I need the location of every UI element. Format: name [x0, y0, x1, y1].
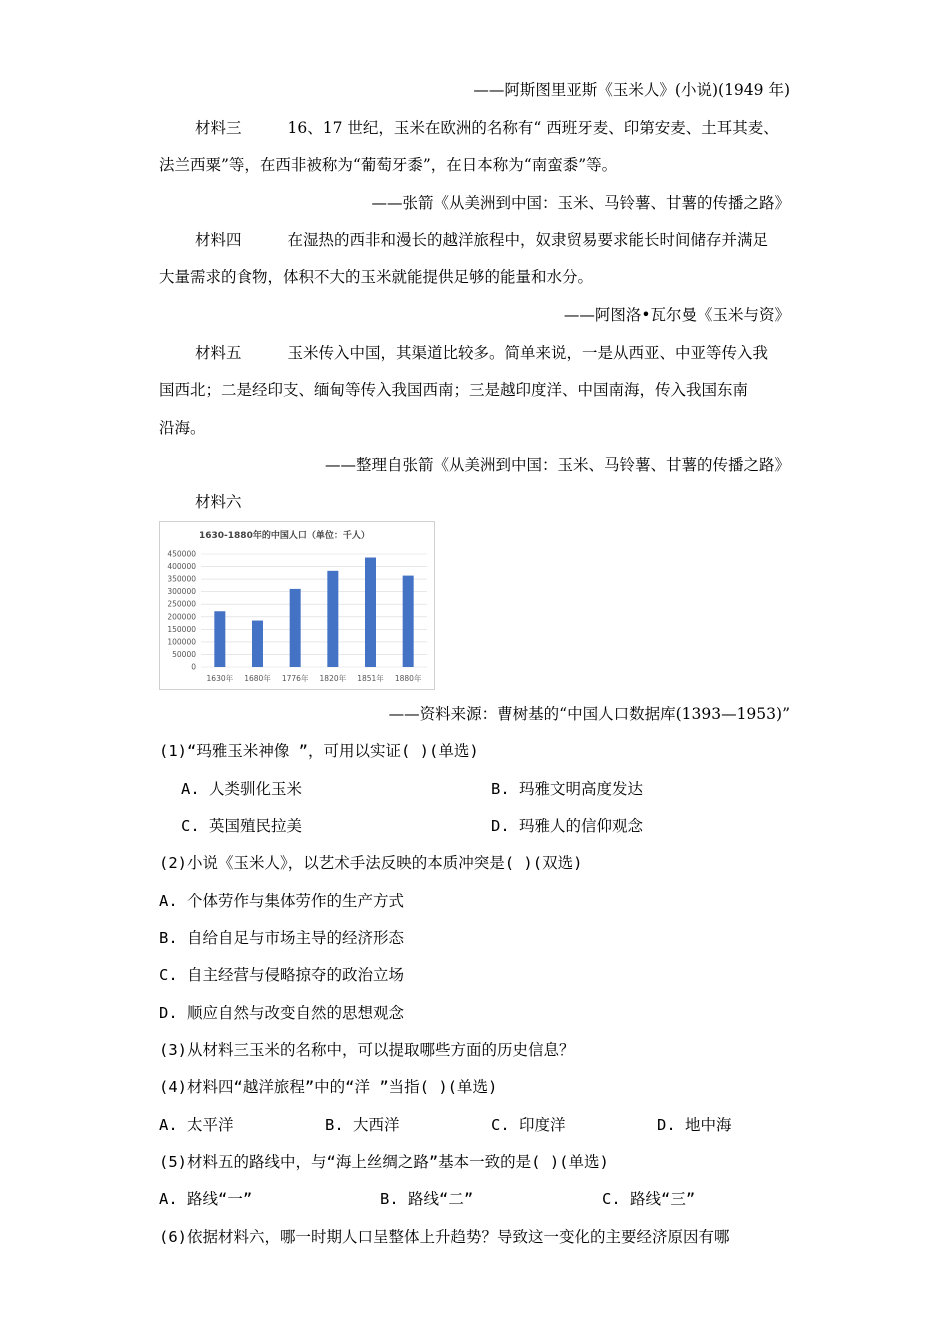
q1-option-a: A. 人类驯化玉米	[181, 780, 302, 798]
material-3-line-2: 法兰西粟”等，在西非被称为“葡萄牙黍”，在日本称为“南蛮黍”等。	[159, 156, 618, 174]
material-6-label: 材料六	[195, 493, 242, 511]
material-6-source: ——资料来源：曹树基的“中国人口数据库(1393—1953)”	[388, 705, 790, 723]
chart-bar	[403, 576, 414, 667]
material-3-line-1: 材料三 16、17 世纪，玉米在欧洲的名称有“ 西班牙麦、印第安麦、土耳其麦、	[195, 119, 779, 137]
chart-y-tick-label: 200000	[167, 612, 196, 622]
chart-x-tick-label: 1776年	[281, 674, 309, 683]
material-5-line-3: 沿海。	[159, 419, 206, 437]
material-5-source: ——整理自张箭《从美洲到中国：玉米、马铃薯、甘薯的传播之路》	[324, 456, 790, 474]
chart-y-tick-label: 400000	[167, 562, 196, 572]
q5-option-b: B. 路线“二”	[380, 1190, 474, 1208]
q5-option-c: C. 路线“三”	[602, 1190, 696, 1208]
q6-stem: (6)依据材料六，哪一时期人口呈整体上升趋势？导致这一变化的主要经济原因有哪	[159, 1228, 730, 1246]
chart-bar	[365, 558, 376, 667]
material-4-line-2: 大量需求的食物，体积不大的玉米就能提供足够的能量和水分。	[159, 268, 594, 286]
q2-option-c: C. 自主经营与侵略掠夺的政治立场	[159, 966, 404, 984]
chart-y-tick-label: 350000	[167, 574, 196, 584]
chart-y-tick-label: 450000	[167, 549, 196, 559]
chart-y-tick-label: 50000	[172, 649, 196, 659]
chart-x-tick-label: 1851年	[357, 674, 384, 683]
q5-stem: (5)材料五的路线中，与“海上丝绸之路”基本一致的是( )(单选)	[159, 1153, 609, 1171]
q4-option-b: B. 大西洋	[325, 1116, 400, 1134]
material-5-label: 材料五	[195, 344, 242, 362]
q2-option-d: D. 顺应自然与改变自然的思想观念	[159, 1004, 404, 1022]
q1-stem: (1)“玛雅玉米神像 ”，可用以实证( )(单选)	[159, 742, 479, 760]
chart-y-tick-label: 250000	[167, 599, 196, 609]
q1-option-c: C. 英国殖民拉美	[181, 817, 302, 835]
q2-stem: (2)小说《玉米人》，以艺术手法反映的本质冲突是( )(双选)	[159, 854, 583, 872]
chart-bar	[290, 589, 301, 667]
chart-bar	[327, 571, 338, 667]
q1-option-d: D. 玛雅人的信仰观念	[491, 817, 643, 835]
material-3-source: ——张箭《从美洲到中国：玉米、马铃薯、甘薯的传播之路》	[371, 194, 790, 212]
chart-bar	[252, 621, 263, 667]
chart-bar	[214, 611, 225, 667]
chart-x-tick-label: 1880年	[394, 674, 422, 683]
material-5-line-2: 国西北；二是经印支、缅甸等传入我国西南；三是越印度洋、中国南海，传入我国东南	[159, 381, 749, 399]
q4-option-d: D. 地中海	[657, 1116, 732, 1134]
q4-option-c: C. 印度洋	[491, 1116, 566, 1134]
q2-option-b: B. 自给自足与市场主导的经济形态	[159, 929, 404, 947]
chart-x-tick-label: 1820年	[319, 674, 347, 683]
material-4-line-1: 材料四 在湿热的西非和漫长的越洋旅程中，奴隶贸易要求能长时间储存并满足	[195, 231, 769, 249]
chart-y-tick-label: 0	[191, 662, 196, 672]
material-5-line-1: 材料五 玉米传入中国，其渠道比较多。简单来说，一是从西亚、中亚等传入我	[195, 344, 769, 362]
material-4-label: 材料四	[195, 231, 242, 249]
material-4-source: ——阿图洛•瓦尔曼《玉米与资》	[563, 306, 790, 324]
chart-y-tick-label: 300000	[167, 587, 196, 597]
q2-option-a: A. 个体劳作与集体劳作的生产方式	[159, 892, 404, 910]
q5-option-a: A. 路线“一”	[159, 1190, 253, 1208]
chart-x-tick-label: 1630年	[206, 674, 234, 683]
chart-title: 1630-1880年的中国人口（单位：千人）	[199, 531, 370, 541]
q3-stem: (3)从材料三玉米的名称中，可以提取哪些方面的历史信息？	[159, 1041, 575, 1059]
q4-option-a: A. 太平洋	[159, 1116, 234, 1134]
source-line-1: ——阿斯图里亚斯《玉米人》(小说)(1949 年)	[473, 81, 790, 99]
q4-stem: (4)材料四“越洋旅程”中的“洋 ”当指( )(单选)	[159, 1078, 498, 1096]
population-bar-chart	[159, 521, 435, 690]
chart-y-tick-label: 150000	[167, 624, 196, 634]
q1-option-b: B. 玛雅文明高度发达	[491, 780, 643, 798]
material-3-label: 材料三	[195, 119, 242, 137]
chart-x-tick-label: 1680年	[244, 674, 271, 683]
chart-y-tick-label: 100000	[167, 637, 196, 647]
